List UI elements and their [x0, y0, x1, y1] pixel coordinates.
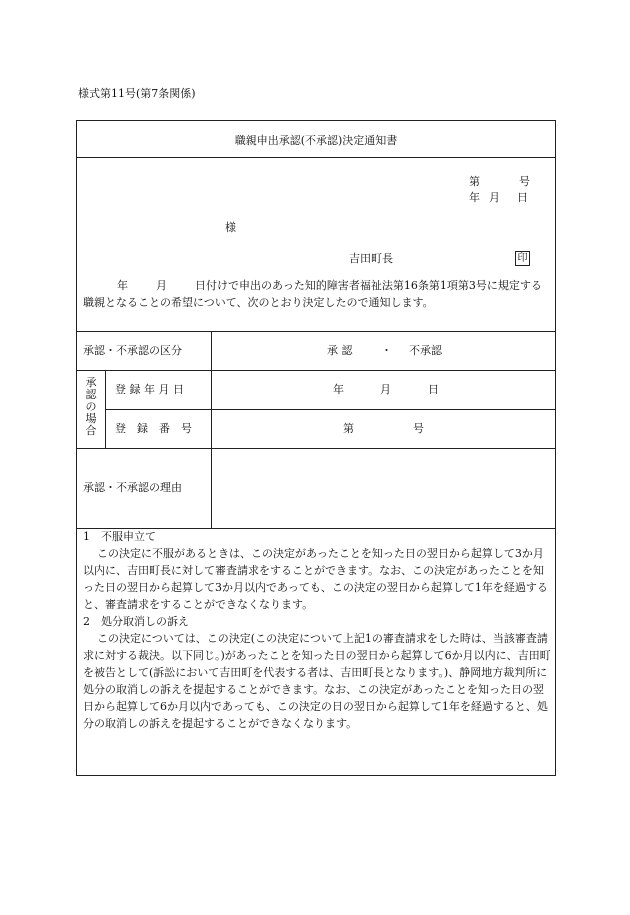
notice-form [76, 120, 556, 776]
registration-day: 日 [428, 383, 439, 396]
document-title: 職親申出承認(不承認)決定通知書 [234, 134, 398, 147]
date-year: 年 [469, 191, 480, 204]
date-day: 日 [517, 191, 528, 204]
issuer-name: 吉田町長 [349, 252, 393, 265]
appeal-notes [83, 528, 551, 732]
form-number: 様式第11号(第7条関係) [78, 87, 196, 100]
addressee-suffix: 様 [225, 221, 236, 234]
body-month: 月 [156, 279, 167, 292]
seal-mark: 印 [515, 251, 530, 266]
reason-label: 承認・不承認の理由 [83, 481, 182, 494]
table-top-line [77, 331, 555, 332]
note-1-heading: 1 不服申立て [83, 530, 156, 543]
number-label-2: 号 [519, 175, 530, 188]
registration-year: 年 [333, 383, 344, 396]
number-label-1: 第 [469, 175, 480, 188]
body-text: 日付けで申出のあった知的障害者福祉法第16条第1項第3号に規定する職親となることの希望について、次のとおり決定したので通知します。 [83, 279, 542, 309]
body-year: 年 [117, 279, 128, 292]
note-2-text: この決定については、この決定(この決定について上記1の審査請求をした時は、当該審査請求に対する裁決。以下同じ。)があったことを知った日の翌日から起算して6か月以内に、吉田町を被告として(訴訟において吉田町を代表する者は、吉田町長となります。)、静岡地方裁判所に処分の取消しの訴えを提起することができます。なお、この決定があったことを知った日の翌日から起算して6か月以内であっても、この決定の日の翌日から起算して1年を経過すると、処分の取消しの訴えを提起することができなくなります。 [83, 632, 551, 730]
notice-body [83, 277, 551, 311]
classification-reject: 不承認 [409, 344, 442, 357]
table-column-divider [211, 331, 212, 528]
registration-month: 月 [380, 383, 391, 396]
classification-approve: 承 認 [327, 344, 353, 357]
note-1-text: この決定に不服があるときは、この決定があったことを知った日の翌日から起算して3か月以内に、吉田町長に対して審査請求をすることができます。なお、この決定があったことを知った日の翌日から起算して3か月以内であっても、この決定の翌日から起算して1年を経過すると、審査請求をすることができなくなります。 [83, 547, 548, 611]
row-divider [77, 370, 555, 371]
registration-number-label: 登 録 番 号 [115, 422, 192, 435]
approved-case-group-label: 承 認 の 場 合 [85, 376, 97, 437]
date-month: 月 [489, 191, 500, 204]
registration-number-prefix: 第 [343, 422, 354, 435]
row-divider [77, 448, 555, 449]
registration-date-label: 登 録 年 月 日 [115, 383, 184, 396]
classification-label: 承認・不承認の区分 [83, 344, 182, 357]
note-2-heading: 2 処分取消しの訴え [83, 615, 189, 628]
divider [77, 157, 555, 158]
row-divider [105, 409, 555, 410]
registration-number-suffix: 号 [413, 422, 424, 435]
classification-separator: ・ [381, 344, 392, 357]
